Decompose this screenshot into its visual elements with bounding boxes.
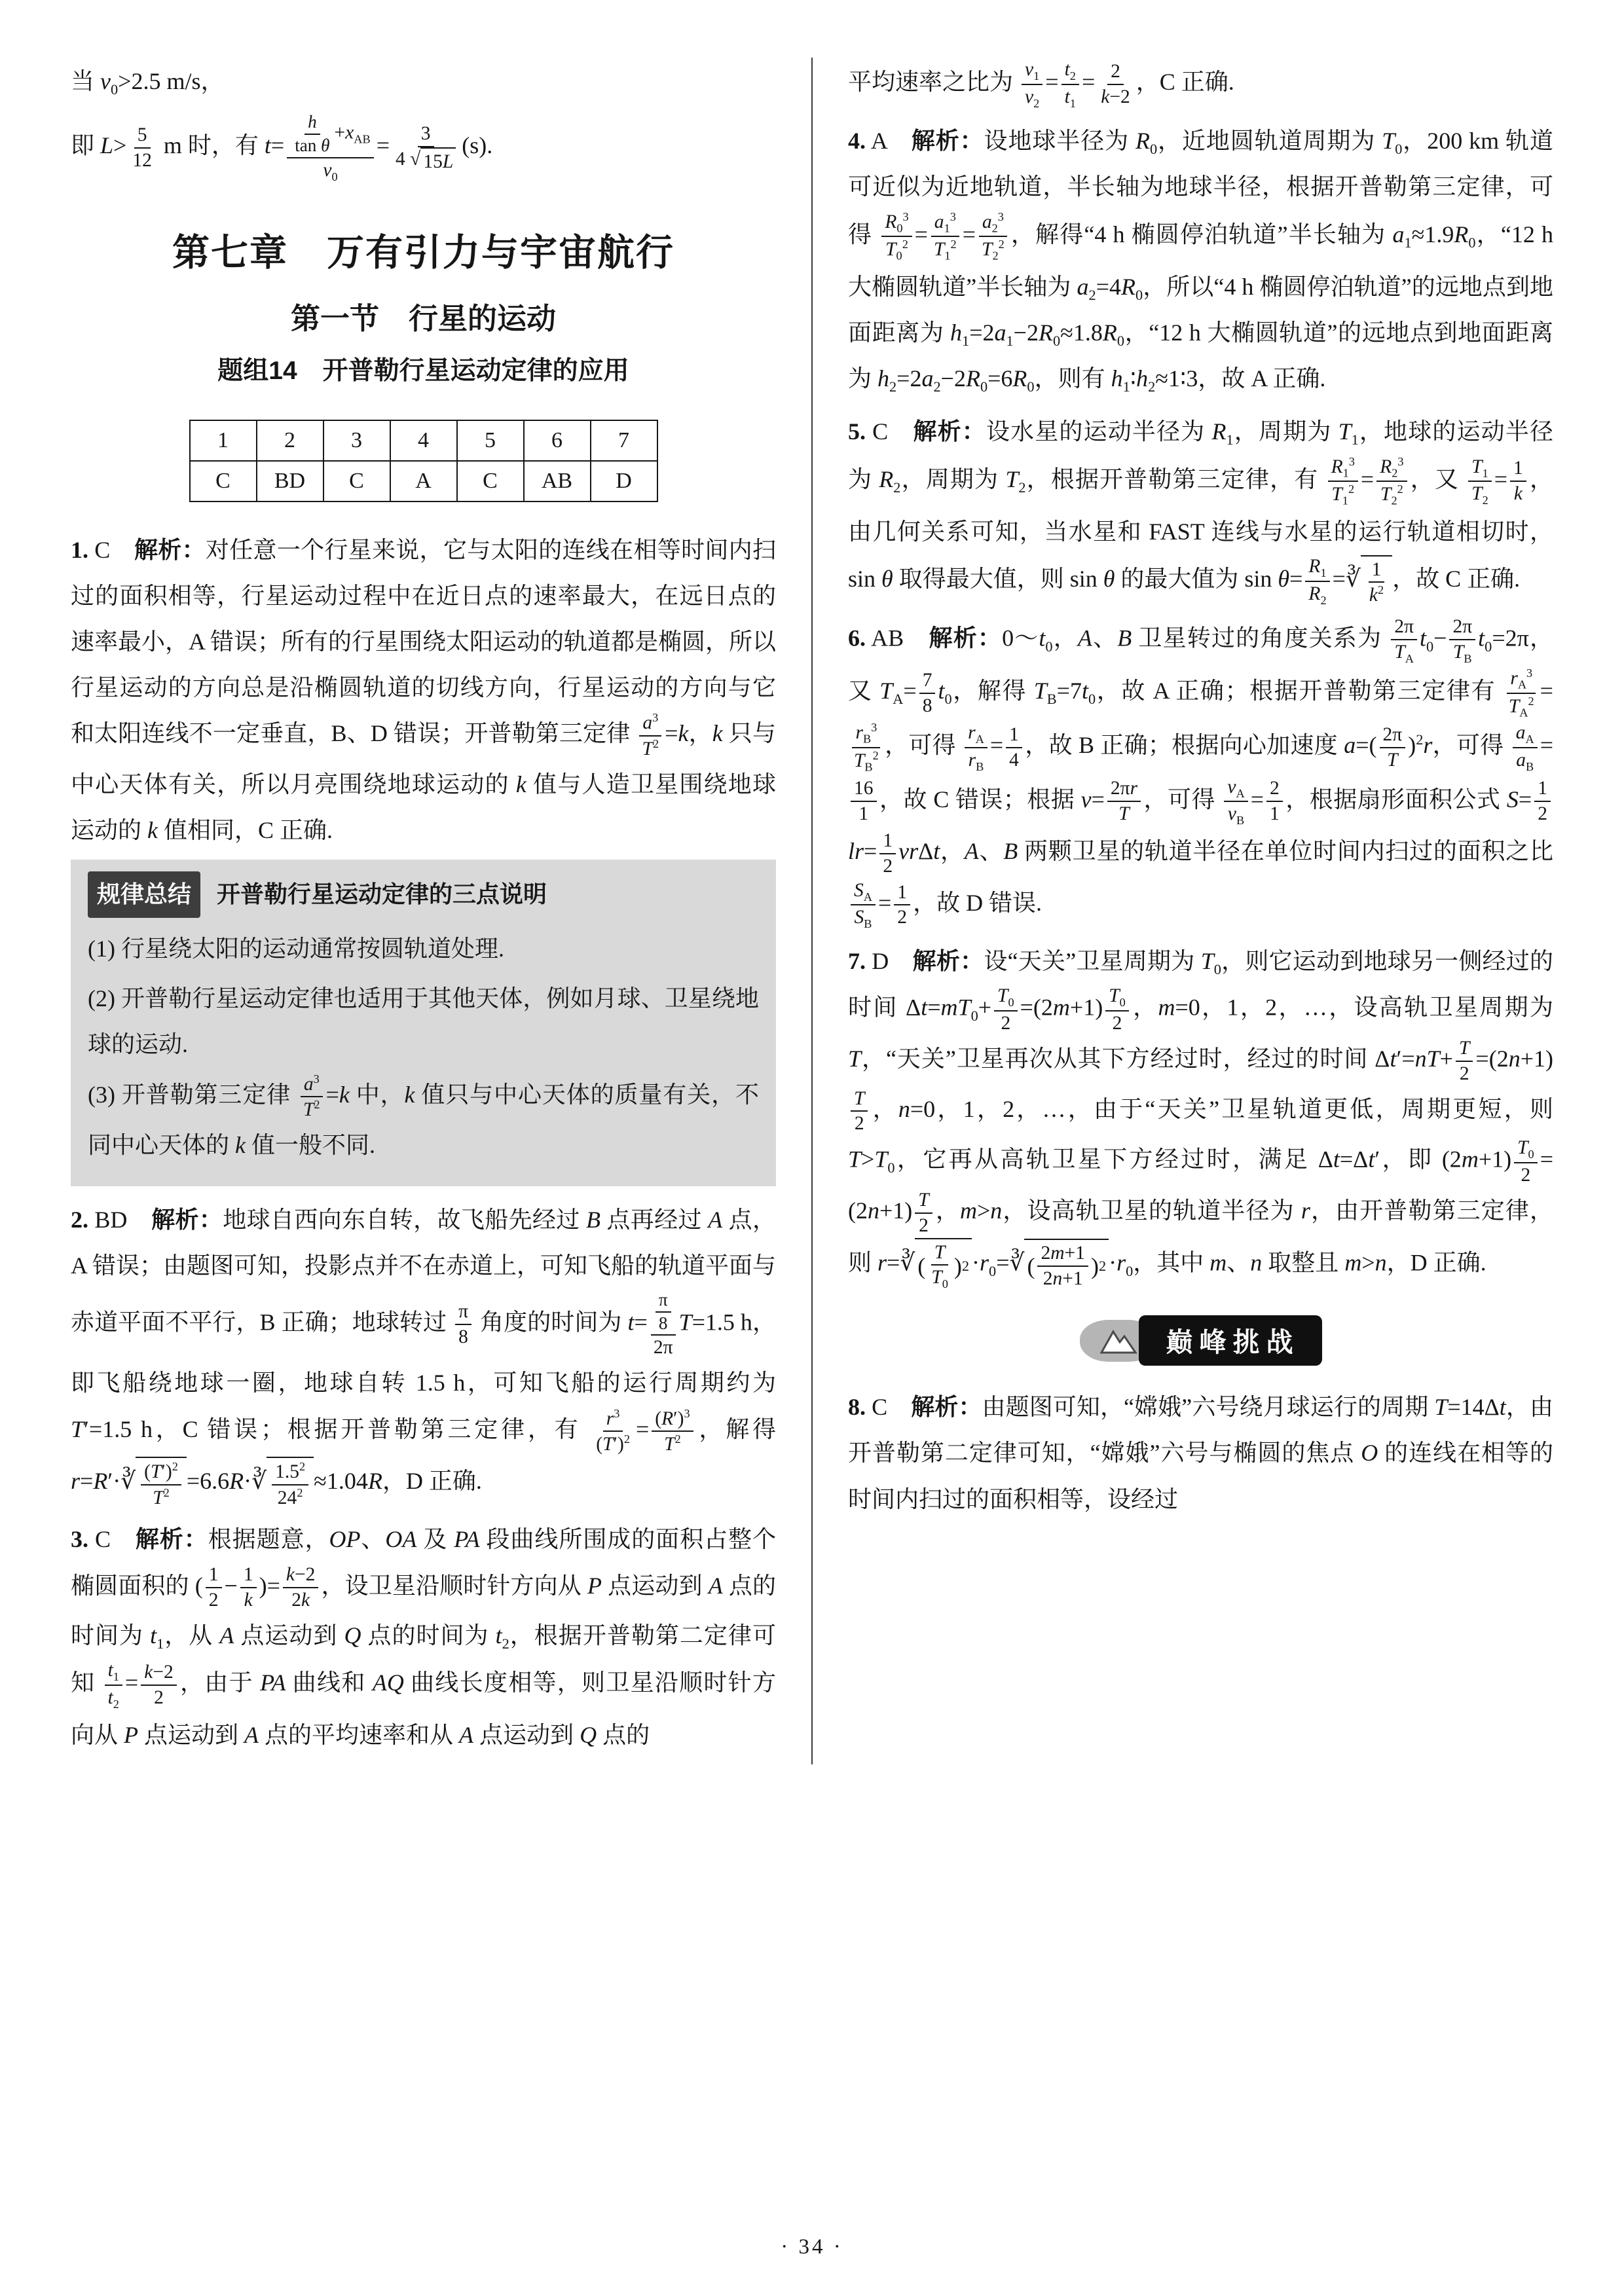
challenge-badge: [848, 1315, 1553, 1366]
left-column: [71, 58, 811, 1764]
solution-1: 1. C 解析：对任意一个行星来说，它与太阳的连线在相等时间内扫过的面积相等，行星运动过程中在近日点的速率最大，在远日点的速率最小，A 错误；所有的行星围绕太阳运动的轨道都是椭圆，所以行星运动的方向总是沿椭圆轨道的切线方向，行星运动的方向与它和太阳连线不一定垂直，B、D 错误；开普勒第三定律 $\frac{a^3}{T^2}$ =k，k 只与中心天体有关，所以月亮围绕地球运动的 k 值与人造卫星围绕地球运动的 k 值相同，C 正确.: [71, 536, 777, 844]
answer-key-table: [189, 420, 658, 502]
answer-number-cell: 3: [323, 420, 390, 461]
answer-letter-cell: AB: [524, 461, 591, 501]
answer-letter-cell: D: [591, 461, 657, 501]
answer-letter-cell: C: [323, 461, 390, 501]
page-number: · 34 ·: [781, 2235, 843, 2259]
solution-2: 2. BD 解析：地球自西向东自转，故飞船先经过 B 点再经过 A 点，A 错误；由题图可知，投影点并不在赤道上，可知飞船的轨道平面与赤道平面不平行，B 正确；地球转过 $\frac{\pi}{8}$ 角度的时间为 t= $\frac{\frac{\pi}{8}}{2\pi}$ T=1.5 h，即飞船绕地球一圈，地球自转 1.5 h，可知飞船的运行周期约为 T′=1.5 h，C 错误；根据开普勒第三定律，有 $\frac{r^3}{(T')^2}$ = $\frac{(R')^3}{T^2}$ ，解得 r=R′·∛ $(T')^2$ $T^2$ =6.6R·∛ $1.5^2$ $24^2$ ≈1.04R，D 正确.: [71, 1197, 776, 1510]
answer-number-cell: 6: [524, 420, 591, 461]
summary-box: [71, 860, 776, 1186]
summary-item-1: (1) 行星绕太阳的运动通常按圆轨道处理.: [88, 936, 504, 962]
answer-letter-cell: C: [457, 461, 524, 501]
answer-number-cell: 7: [591, 420, 657, 461]
solution-4: 4. A 解析：设地球半径为 $R_0$，近地圆轨道周期为 $T_0$，200 km 轨道可近似为近地轨道，半长轴为地球半径，根据开普勒第三定律，可得 $\frac{R_0^3}{T_0^2}$ = $\frac{a_1^3}{T_1^2}$ = $\frac{a_2^3}{T_2^2}$ ，解得“4 h 椭圆停泊轨道”半长轴为 $a_1\approx 1.9R_0$，“12 h 大椭圆轨道”半长轴为 $a_2=4R_0$，所以“4 h 椭圆停泊轨道”的远地点到地面距离为 $h_1=2a_1-2R_0\approx 1.8R_0$，“12 h 大椭圆轨道”的远地点到地面距离为 $h_2=2a_2-2R_0=6R_0$，则有 $h_1∶h_2\approx 1∶3$，故 A 正确.: [848, 127, 1553, 395]
topic-group-title: 题组14 开普勒行星运动定律的应用: [217, 356, 629, 385]
answer-letter-cell: C: [190, 461, 257, 501]
answer-number-cell: 4: [390, 420, 457, 461]
summary-title: 开普勒行星运动定律的三点说明: [217, 881, 547, 908]
section-title: 第一节 行星的运动: [290, 301, 556, 335]
answer-number-cell: 2: [257, 420, 323, 461]
carryover-line-1: 当 $v_0>2.5$ m/s，: [71, 68, 225, 98]
summary-box-header: [88, 871, 759, 918]
solution-8: 8. C 解析：由题图可知，“嫦娥”六号绕月球运行的周期 T=14Δt，由开普勒第二定律可知，“嫦娥”六号与椭圆的焦点 O 的连线在相等的时间内扫过的面积相等，设经过: [848, 1394, 1553, 1512]
solution-3-continued: 平均速率之比为 $\frac{v_1}{v_2}$ = $\frac{t_2}{t_1}$ = $\frac{2}{k-2}$ ，C 正确.: [848, 59, 1234, 110]
summary-item-3: (3) 开普勒第三定律 $\frac{a^3}{T^2}$ =k 中，k 值只与中心天体的质量有关，不同中心天体的 k 值一般不同.: [88, 1072, 759, 1159]
summary-item-2: (2) 开普勒行星运动定律也适用于其他天体，例如月球、卫星绕地球的运动.: [88, 985, 759, 1058]
answer-key-numbers-row: [190, 420, 657, 461]
solution-5: 5. C 解析：设水星的运动半径为 $R_1$，周期为 $T_1$，地球的运动半径为 $R_2$，周期为 $T_2$，根据开普勒第三定律，有 $\frac{R_1^3}{T_1^2}$ = $\frac{R_2^3}{T_2^2}$ ，又 $\frac{T_1}{T_2}$ = $\frac{1}{k}$ ，由几何关系可知，当水星和 FAST 连线与水星的运行轨道相切时，sin θ 取得最大值，则 sin θ 的最大值为 sin θ= $\frac{R_1}{R_2}$ =∛ 1 $k^2$ ，故 C 正确.: [848, 418, 1553, 607]
answer-number-cell: 5: [457, 420, 524, 461]
answer-number-cell: 1: [190, 420, 257, 461]
solution-3: 3. C 解析：根据题意，OP、OA 及 PA 段曲线所围成的面积占整个椭圆面积的 ( $\frac{1}{2}$ − $\frac{1}{k}$ )= $\frac{k-2}{2k}$ ，设卫星沿顺时针方向从 P 点运动到 A 点的时间为 $t_1$，从 A 点运动到 Q 点的时间为 $t_2$，根据开普勒第二定律可知 $\frac{t_1}{t_2}$ = $\frac{k-2}{2}$ ，由于 PA 曲线和 AQ 曲线长度相等，则卫星沿顺时针方向从 P 点运动到 A 点的平均速率和从 A 点运动到 Q 点的: [71, 1526, 776, 1748]
solution-7: 7. D 解析：设“天关”卫星周期为 $T_0$，则它运动到地球另一侧经过的时间 $\Delta t=mT_0+$ $\frac{T_0}{2}$ =(2m+1) $\frac{T_0}{2}$ ，m=0，1，2，…，设高轨卫星周期为 T，“天关”卫星再次从其下方经过时，经过的时间 Δt′=nT+ $\frac{T}{2}$ =(2n+1) $\frac{T}{2}$ ，n=0，1，2，…，由于“天关”卫星轨道更低，周期更短，则 $T>T_0$，它再从高轨卫星下方经过时，满足 Δt=Δt′，即 (2m+1) $\frac{T_0}{2}$ =(2n+1) $\frac{T}{2}$ ，m>n，设高轨卫星的轨道半径为 r，由开普勒第三定律，则 r=∛ ( T $T_0$ ) 2 $\cdot r_0=∛$ ( 2m+1 2n+1 ) 2 $\cdot r_0$，其中 m、n 取整且 m>n，D 正确.: [848, 948, 1553, 1291]
answer-key-letters-row: [190, 461, 657, 501]
carryover-line-2: 即 L> $\frac{5}{12}$ m 时，有 t= $\frac{h}{\text{tan θ}}$ $+x_{AB}$ $v_0$ = 3 4 √ 15 L (s).: [71, 112, 493, 183]
summary-tag: 规律总结: [88, 871, 200, 918]
answer-letter-cell: A: [390, 461, 457, 501]
answer-letter-cell: BD: [257, 461, 323, 501]
challenge-badge-label: 巅峰挑战: [1139, 1315, 1322, 1366]
chapter-title: 第七章 万有引力与宇宙航行: [172, 231, 674, 274]
solution-6: 6. AB 解析：$0\sim t_0$，A、B 卫星转过的角度关系为 $\frac{2\pi}{T_A}$ $t_0-$ $\frac{2\pi}{T_B}$ $t_0=2\pi$，又 $T_A=$ $\frac{7}{8}$ $t_0$，解得 $T_B=7t_0$，故 A 正确；根据开普勒第三定律有 $\frac{r_A^3}{T_A^2}$ = $\frac{r_B^3}{T_B^2}$ ，可得 $\frac{r_A}{r_B}$ = $\frac{1}{4}$ ，故 B 正确；根据向心加速度 a=( $\frac{2\pi}{T}$ )$^2$r，可得 $\frac{a_A}{a_B}$ = $\frac{16}{1}$ ，故 C 错误；根据 v= $\frac{2\pi r}{T}$ ，可得 $\frac{v_A}{v_B}$ = $\frac{2}{1}$ ，根据扇形面积公式 S= $\frac{1}{2}$ lr= $\frac{1}{2}$ vrΔt，A、B 两颗卫星的轨道半径在单位时间内扫过的面积之比 $\frac{S_A}{S_B}$ = $\frac{1}{2}$ ，故 D 错误.: [848, 615, 1553, 931]
right-column: [811, 58, 1553, 1764]
